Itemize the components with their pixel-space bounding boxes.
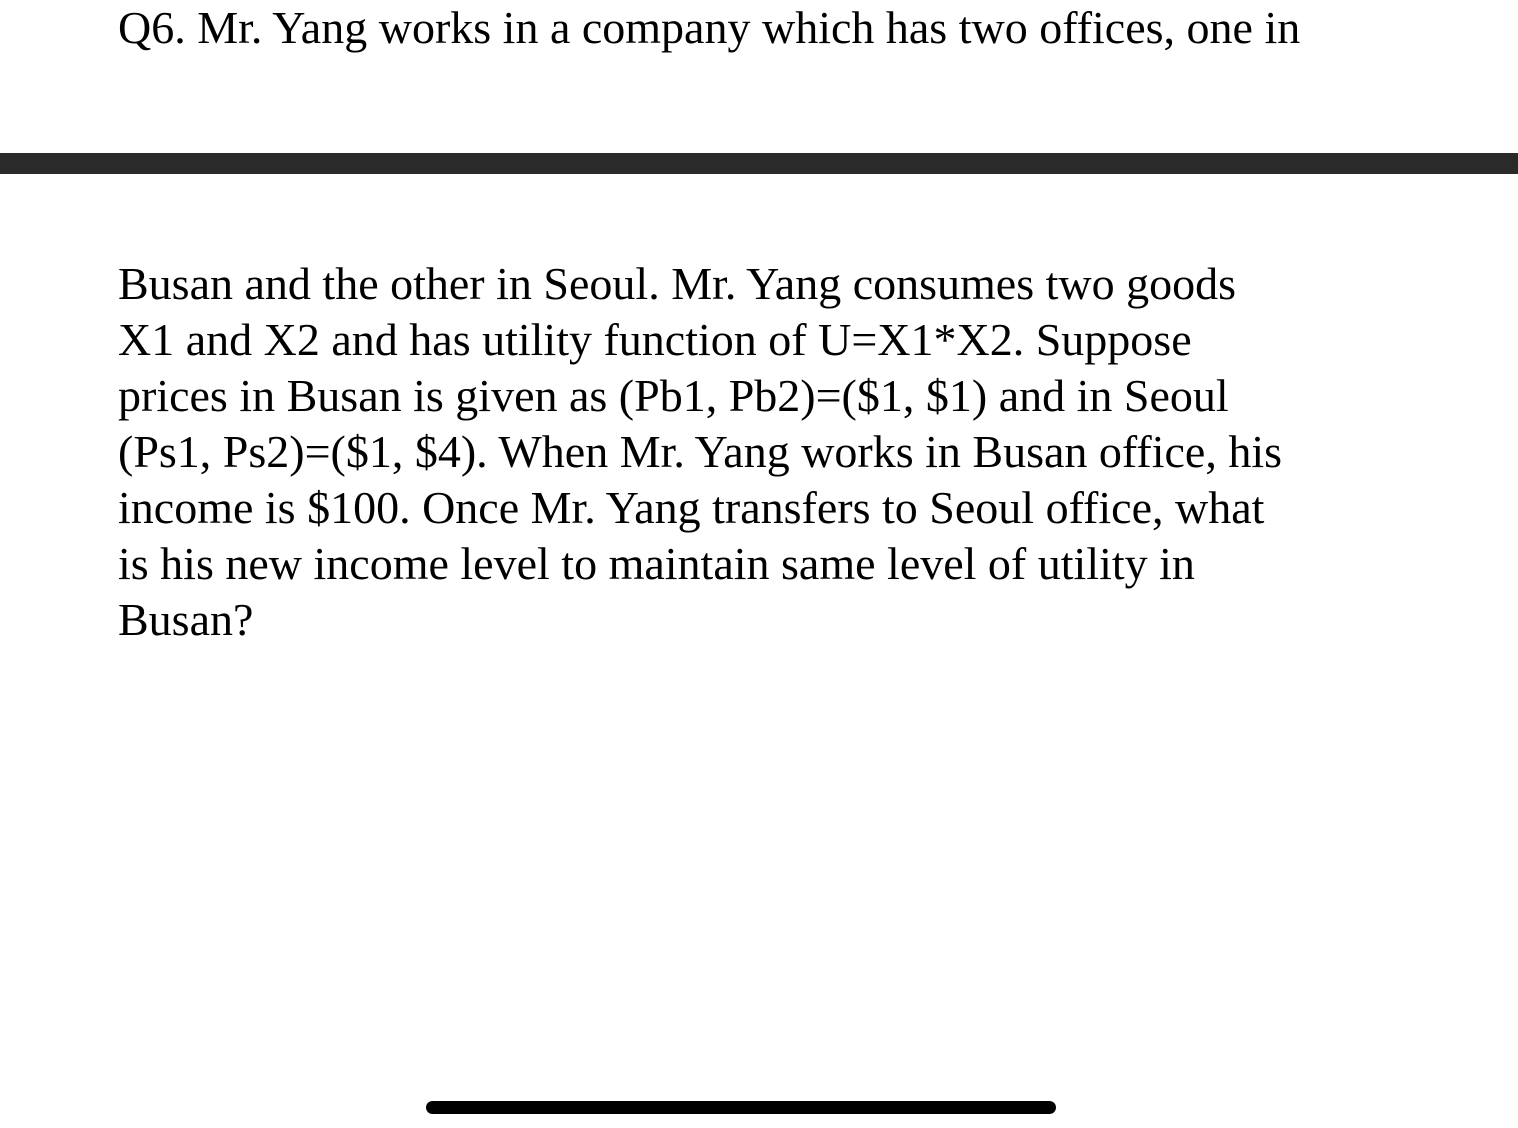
- home-indicator-bar[interactable]: [426, 1101, 1056, 1114]
- question-body: [118, 256, 1282, 648]
- question-line: Busan and the other in Seoul. Mr. Yang consumes two goods: [118, 258, 1237, 309]
- question-line: income is $100. Once Mr. Yang transfers to Seoul office, what: [118, 482, 1265, 533]
- question-line: Busan?: [118, 594, 254, 645]
- question-line: is his new income level to maintain same level of utility in: [118, 538, 1195, 589]
- page-divider: [0, 153, 1518, 174]
- question-first-line: Q6. Mr. Yang works in a company which has two offices, one in: [118, 2, 1301, 53]
- question-line: (Ps1, Ps2)=($1, $4). When Mr. Yang works in Busan office, his: [118, 426, 1283, 477]
- question-line: X1 and X2 and has utility function of U=X1*X2. Suppose: [118, 314, 1192, 365]
- question-line: prices in Busan is given as (Pb1, Pb2)=($1, $1) and in Seoul: [118, 370, 1229, 421]
